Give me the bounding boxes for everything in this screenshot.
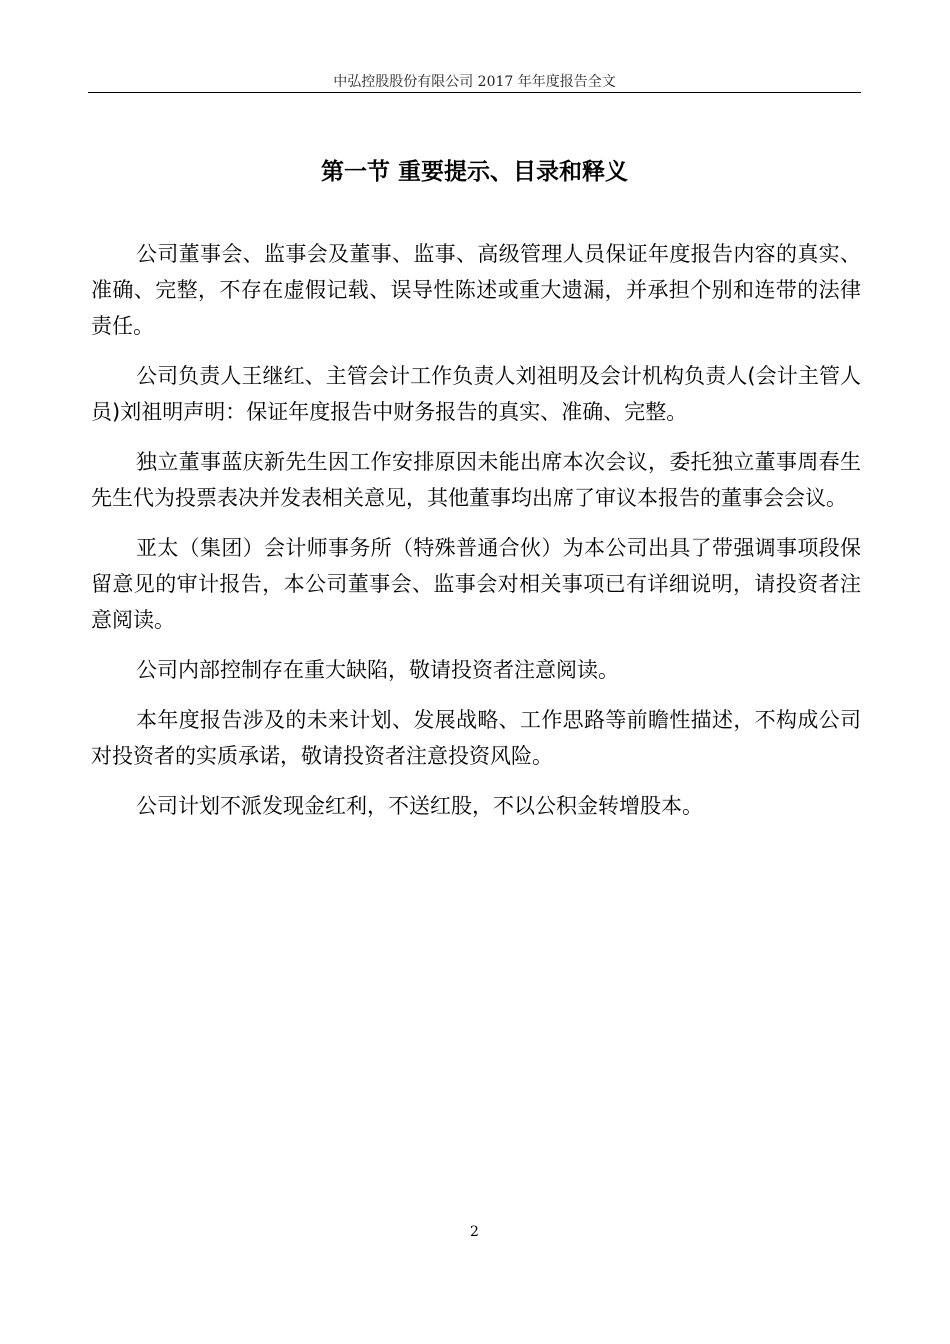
- header-divider: [88, 92, 861, 93]
- paragraph-internal-control: 公司内部控制存在重大缺陷，敬请投资者注意阅读。: [136, 658, 619, 682]
- notice-body: [91, 236, 861, 838]
- section-title: 第一节 重要提示、目录和释义: [320, 159, 628, 185]
- paragraph-audit-opinion: 亚太（集团）会计师事务所（特殊普通合伙）为本公司出具了带强调事项段保留意见的审计报告，本公司董事会、监事会对相关事项已有详细说明，请投资者注意阅读。: [91, 536, 861, 632]
- paragraph-responsible-persons: 公司负责人王继红、主管会计工作负责人刘祖明及会计机构负责人(会计主管人员)刘祖明声明：保证年度报告中财务报告的真实、准确、完整。: [91, 364, 861, 424]
- running-header: 中弘控股股份有限公司 2017 年年度报告全文: [333, 74, 616, 90]
- paragraph-board-guarantee: 公司董事会、监事会及董事、监事、高级管理人员保证年度报告内容的真实、准确、完整，不存在虚假记载、误导性陈述或重大遗漏，并承担个别和连带的法律责任。: [91, 242, 861, 338]
- paragraph-independent-director: 独立董事蓝庆新先生因工作安排原因未能出席本次会议，委托独立董事周春生先生代为投票表决并发表相关意见，其他董事均出席了审议本报告的董事会会议。: [91, 450, 861, 510]
- paragraph-dividend-plan: 公司计划不派发现金红利，不送红股，不以公积金转增股本。: [136, 794, 703, 818]
- paragraph-forward-looking: 本年度报告涉及的未来计划、发展战略、工作思路等前瞻性描述，不构成公司对投资者的实质承诺，敬请投资者注意投资风险。: [91, 708, 861, 768]
- page-number: 2: [470, 1224, 479, 1240]
